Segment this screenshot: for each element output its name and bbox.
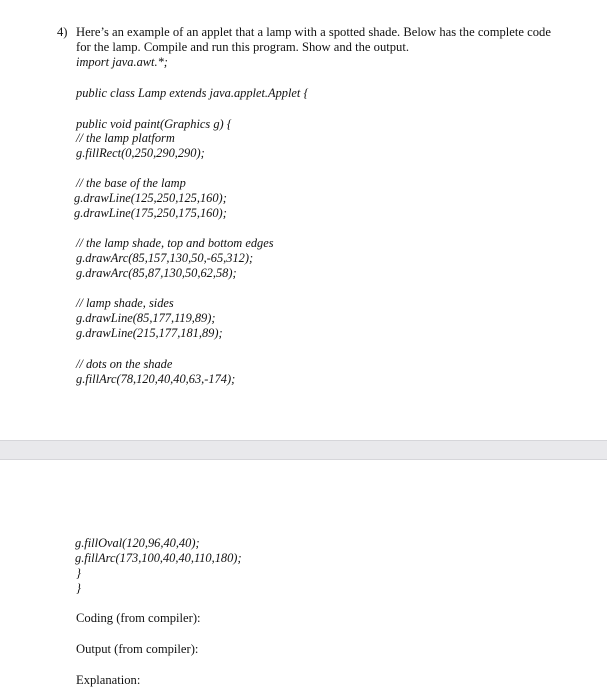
output-label: Output (from compiler): — [76, 642, 199, 656]
code-draw-line-side-1: g.drawLine(85,177,119,89); — [76, 311, 216, 325]
code-draw-line-base-1: g.drawLine(125,250,125,160); — [74, 191, 227, 205]
code-draw-arc-2: g.drawArc(85,87,130,50,62,58); — [76, 266, 237, 280]
code-comment-shade: // the lamp shade, top and bottom edges — [76, 236, 274, 250]
code-comment-dots: // dots on the shade — [76, 357, 173, 371]
code-draw-line-side-2: g.drawLine(215,177,181,89); — [76, 326, 223, 340]
code-comment-sides: // lamp shade, sides — [76, 296, 174, 310]
question-text-line-2: for the lamp. Compile and run this program. Show and the output. — [76, 40, 409, 54]
code-draw-arc-1: g.drawArc(85,157,130,50,-65,312); — [76, 251, 254, 265]
code-closing-brace-1: } — [76, 566, 81, 580]
code-class-declaration: public class Lamp extends java.applet.Applet { — [76, 86, 309, 100]
code-comment-base: // the base of the lamp — [76, 176, 186, 190]
code-fill-arc-2: g.fillArc(173,100,40,40,110,180); — [75, 551, 242, 565]
explanation-label: Explanation: — [76, 673, 141, 687]
question-number: 4) — [57, 25, 68, 39]
page-break-divider — [0, 440, 607, 460]
code-method-declaration: public void paint(Graphics g) { — [76, 117, 232, 131]
document-page-bottom — [0, 460, 607, 700]
code-fill-oval: g.fillOval(120,96,40,40); — [75, 536, 200, 550]
code-fill-rect: g.fillRect(0,250,290,290); — [76, 146, 205, 160]
code-fill-arc-1: g.fillArc(78,120,40,40,63,-174); — [76, 372, 236, 386]
code-import: import java.awt.*; — [76, 55, 168, 69]
code-comment-platform: // the lamp platform — [76, 131, 175, 145]
code-closing-brace-2: } — [76, 581, 81, 595]
code-draw-line-base-2: g.drawLine(175,250,175,160); — [74, 206, 227, 220]
coding-label: Coding (from compiler): — [76, 611, 201, 625]
question-text-line-1: Here’s an example of an applet that a lamp with a spotted shade. Below has the complete code — [76, 25, 551, 39]
